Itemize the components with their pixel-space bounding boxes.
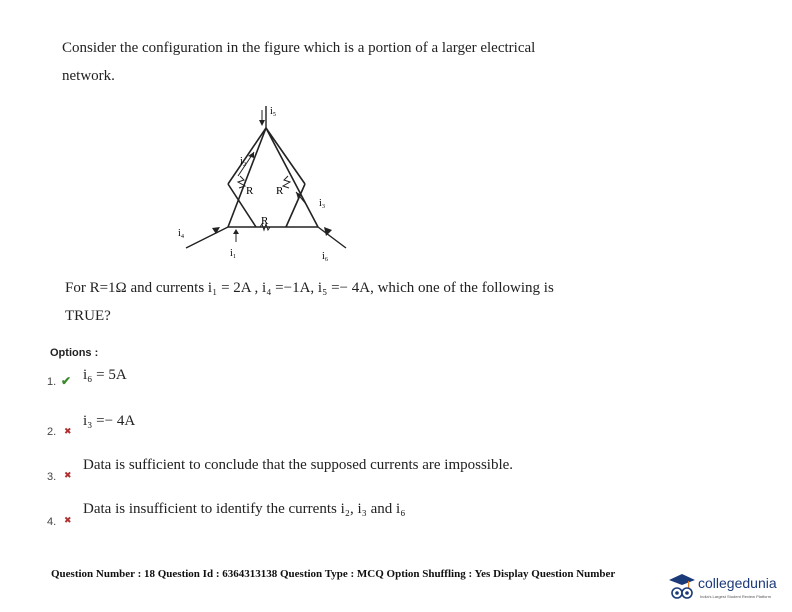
option-1-text: i₆ = 5A — [83, 367, 127, 383]
option-4-text: Data is insufficient to identify the currents i₂, i₃ and i₆ — [83, 501, 406, 517]
question-text — [62, 34, 722, 90]
option-3[interactable] — [47, 457, 767, 487]
label-i5: i₅ — [270, 106, 277, 117]
option-1-number: 1. — [47, 376, 57, 388]
resistor-right-zigzag — [283, 176, 290, 188]
resistor-bottom-label: R — [261, 215, 269, 227]
option-2[interactable] — [47, 412, 747, 442]
triangle-edge-right — [266, 128, 305, 184]
brand-tagline: India's Largest Student Review Platform — [700, 594, 772, 599]
brand-name: collegedunia — [698, 575, 777, 591]
option-2-text: i₃ =− 4A — [83, 413, 136, 429]
correct-check-icon: ✔ — [61, 374, 72, 388]
i5-arrowhead — [259, 120, 265, 126]
label-i4: i₄ — [178, 228, 185, 239]
condition-line-2: TRUE? — [65, 308, 111, 324]
incorrect-cross-icon: ✖ — [64, 426, 72, 436]
resistor-left-label: R — [246, 185, 254, 197]
option-4-number: 4. — [47, 516, 57, 528]
question-line-1: Consider the configuration in the figure which is a portion of a larger electrical — [62, 40, 536, 56]
i4-arrowhead — [212, 227, 220, 234]
graduate-owl-icon — [668, 572, 696, 602]
option-3-number: 3. — [47, 471, 57, 483]
circuit-figure — [168, 96, 368, 266]
question-condition — [65, 274, 745, 330]
options-label: Options : — [50, 347, 99, 359]
question-metadata-footer: Question Number : 18 Question Id : 6364313138 Question Type : MCQ Option Shuffling : Yes Display Question Number — [51, 568, 616, 580]
collegedunia-logo — [668, 570, 790, 606]
label-i3: i₃ — [319, 198, 326, 209]
option-4[interactable] — [47, 500, 767, 530]
incorrect-cross-icon: ✖ — [64, 515, 72, 525]
question-line-2: network. — [62, 68, 115, 84]
i6-wire — [318, 227, 346, 248]
resistor-left-zigzag — [238, 176, 245, 188]
option-2-number: 2. — [47, 426, 57, 438]
condition-line-1: For R=1Ω and currents i₁ = 2A , i₄ =−1A, i₅ =− 4A, which one of the following is — [65, 280, 554, 296]
label-i6: i₆ — [322, 251, 329, 262]
i1-arrowhead — [233, 229, 239, 234]
triangle-edge-right-lower — [286, 184, 305, 227]
i4-wire — [186, 227, 228, 248]
incorrect-cross-icon: ✖ — [64, 470, 72, 480]
resistor-right-label: R — [276, 185, 284, 197]
option-1[interactable] — [47, 363, 747, 393]
option-3-text: Data is sufficient to conclude that the supposed currents are impossible. — [83, 457, 514, 473]
label-i1: i₁ — [230, 248, 237, 259]
label-i2: i₂ — [240, 156, 247, 167]
